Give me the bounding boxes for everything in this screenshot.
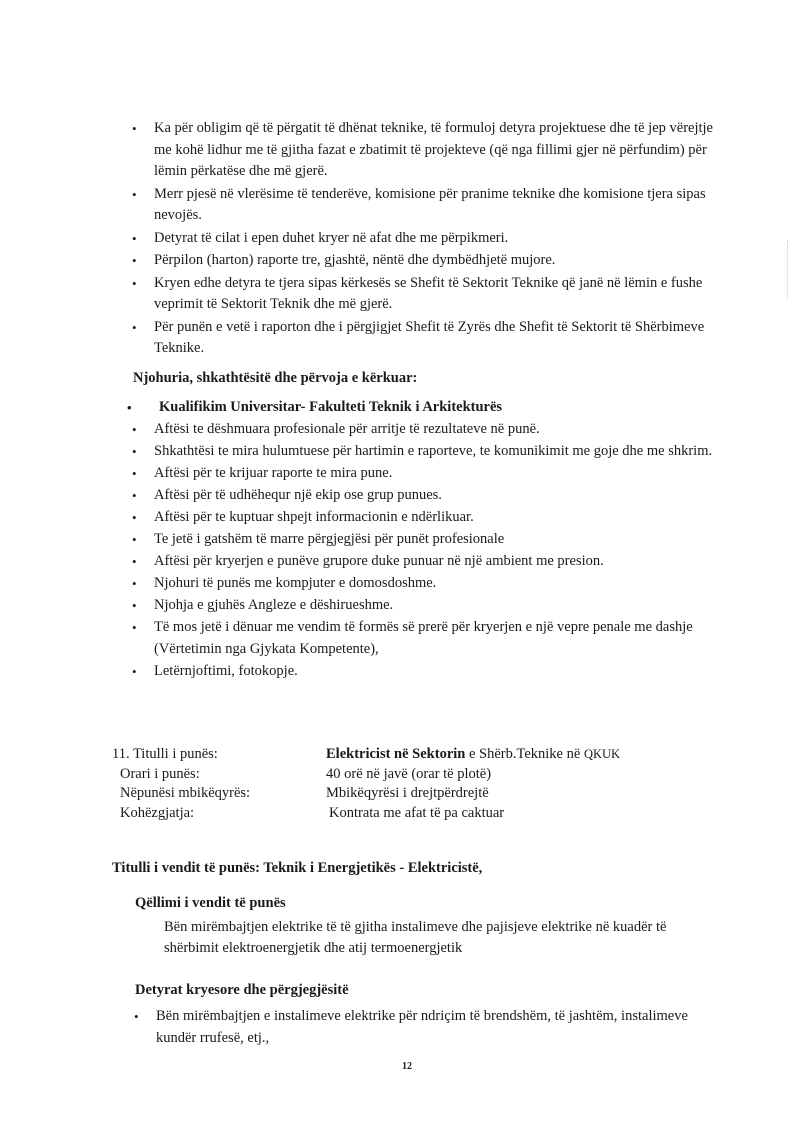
margin-mark-line [787,240,789,300]
list-item: • Letërnjoftimi, fotokopje. [132,662,298,679]
list-item: • Njohuri të punës me kompjuter e domosdoshme. [132,575,437,591]
job-supervisor-value: Mbikëqyrësi i drejtpërdrejtë [326,785,489,801]
list-item: • Aftësi për te kuptuar shpejt informacionin e ndërlikuar. [132,509,474,525]
list-item: • Bën mirëmbajtjen e instalimeve elektrike për ndriçim të brendshëm, të jashtëm, instalimeve kundër rrufesë, etj., [134,1008,688,1046]
knowledge-heading: Njohuria, shkathtësitë dhe përvoja e kërkuar: [133,370,418,386]
job-duration-row [112,804,620,824]
job-supervisor-label: Nëpunësi mbikëqyrës: [120,785,251,801]
list-item: • Përpilon (harton) raporte tre, gjashtë, nëntë dhe dymbëdhjetë mujore. [132,252,556,268]
job-supervisor-row [112,784,620,804]
job-duration-label: Kohëzgjatja: [120,804,195,821]
list-item: • Aftësi për të udhëhequr një ekip ose grup punues. [132,487,442,503]
list-item: • Kryen edhe detyra te tjera sipas kërkesës se Shefit të Sektorit Teknike që janë në lëmin e fushe veprimit të Sektorit Teknik dhe më gjerë. [132,274,703,312]
list-item: • Kualifikim Universitar- Fakulteti Teknik i Arkitekturës [127,399,503,415]
list-item: • Për punën e vetë i raporton dhe i përgjigjet Shefit të Zyrës dhe Shefit të Sektorit të Shërbimeve Teknike. [132,318,705,356]
list-item: • Aftësi për kryerjen e punëve grupore duke punuar në një ambient me presion. [132,553,604,569]
position-heading: Titulli i vendit të punës: Teknik i Energjetikës - Elektricistë, [112,860,483,876]
job-info-block [112,745,620,823]
page-number: 12 [402,1061,412,1072]
job-title-row [112,745,620,765]
list-item: • Shkathtësi te mira hulumtuese për hartimin e raporteve, te komunikimit me goje dhe me shkrim. [132,443,713,459]
purpose-text: Bën mirëmbajtjen elektrike të të gjitha instalimeve dhe pajisjeve elektrike në kuadër të shërbimit elektroenergjetik dhe atij termoenergjetik [164,919,667,956]
list-item: • Aftësi për te krijuar raporte te mira pune. [132,465,393,481]
list-item: • Ka për obligim që të përgatit të dhënat teknike, të formuloj detyra projektuese dhe të jep vërejtje me kohë lidhur me të gjitha fazat e zbatimit të projekteve (që nga fillimi gjer në përfundim) për lëmin përkatëse dhe më gjerë. [132,120,713,179]
list-item: • Aftësi te dëshmuara profesionale për arritje të rezultateve në punë. [132,421,540,437]
job-duration-value: Kontrata me afat të pa caktuar [329,804,505,821]
section3-bullet-list [134,1006,696,1049]
list-item: • Detyrat të cilat i epen duhet kryer në afat dhe me përpikmeri. [132,229,509,246]
list-item: • Te jetë i gatshëm të marre përgjegjësi për punët profesionale [132,531,505,547]
job-hours-label: Orari i punës: [120,765,200,782]
job-hours-row [112,765,620,785]
section2-bullet-list [127,397,714,683]
purpose-heading: Qëllimi i vendit të punës [135,895,286,911]
list-item: • Njohja e gjuhës Angleze e dëshirueshme. [132,597,394,613]
job-title-value: Elektricist në Sektorin e Shërb.Teknike në QKUK [326,746,621,762]
list-item: • Merr pjesë në vlerësime të tenderëve, komisione për pranime teknike dhe komisione tjera sipas nevojës. [132,185,706,223]
list-item: • Të mos jetë i dënuar me vendim të formës së prerë për kryerjen e një vepre penale me dashje (Vërtetimin nga Gjykata Kompetente), [132,619,693,657]
job-title-label: 11. Titulli i punës: [112,746,218,762]
section1-bullet-list [132,118,714,361]
job-hours-value: 40 orë në javë (orar të plotë) [326,765,492,782]
duties-heading: Detyrat kryesore dhe përgjegjësitë [135,982,349,998]
